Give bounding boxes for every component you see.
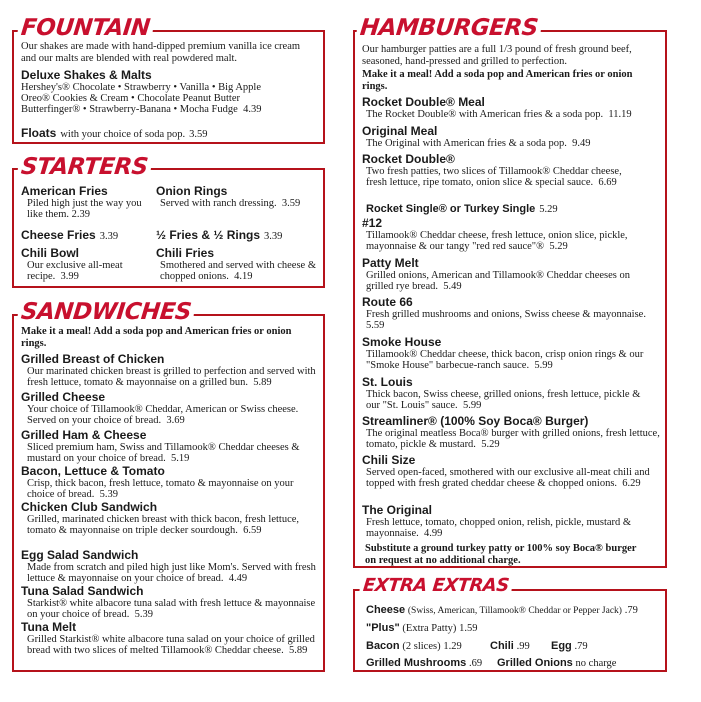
burger-price: 5.29 bbox=[539, 204, 558, 215]
starter-item bbox=[21, 246, 149, 282]
sandwich-desc: Grilled, marinated chicken breast with thick bacon, fresh lettuce, tomato & mayonnaise on triple decker sourdough. bbox=[27, 514, 300, 537]
burger-price: 5.99 bbox=[462, 400, 482, 412]
floats-price: 3.59 bbox=[189, 129, 208, 140]
starter-name: Chili Fries bbox=[156, 246, 215, 260]
burger-name: #12 bbox=[362, 216, 383, 230]
burger-name: Streamliner® (100% Soy Boca® Burger) bbox=[362, 414, 589, 428]
burger-desc: The Original with American fries & a soda pop. bbox=[366, 138, 567, 149]
extra-name: Bacon bbox=[366, 640, 400, 652]
extra-desc: (2 slices) bbox=[402, 641, 441, 652]
burger-item bbox=[362, 256, 652, 292]
starter-item bbox=[21, 226, 118, 244]
starter-desc: Our exclusive all-meat recipe. bbox=[27, 260, 123, 283]
sandwich-item bbox=[21, 390, 319, 426]
floats-name: Floats bbox=[21, 126, 57, 140]
sandwich-item bbox=[21, 464, 319, 500]
substitute-note: Substitute a ground turkey patty or 100% soy Boca® burger on request at no additional charge. bbox=[365, 543, 637, 566]
burger-desc: Two fresh patties, two slices of Tillamook® Cheddar cheese, fresh lettuce, ripe tomato, onion slice & special sauce. bbox=[366, 166, 622, 189]
burger-item bbox=[362, 375, 652, 411]
burger-name: Original Meal bbox=[362, 124, 438, 138]
shakes-desc-text: Hershey's® Chocolate • Strawberry • Vanilla • Big Apple Oreo® Cookies & Cream • Chocolate Peanut Butter Butterfinger® • Strawberry-Banana • Mocha Fudge bbox=[21, 82, 261, 116]
burger-name: Rocket Single® or Turkey Single bbox=[366, 203, 536, 215]
sandwich-price: 6.59 bbox=[243, 525, 262, 537]
burger-name: Rocket Double® bbox=[362, 152, 455, 166]
sandwich-name: Chicken Club Sandwich bbox=[21, 500, 158, 514]
burger-item bbox=[366, 199, 558, 217]
starter-item bbox=[21, 184, 151, 220]
starter-price: 3.39 bbox=[99, 231, 119, 242]
extra-name: Egg bbox=[551, 640, 572, 652]
shakes-item bbox=[21, 68, 317, 116]
burger-item bbox=[362, 335, 662, 371]
starter-name: Cheese Fries bbox=[21, 228, 96, 242]
burger-price: 5.29 bbox=[549, 241, 568, 253]
sandwich-name: Tuna Salad Sandwich bbox=[21, 584, 144, 598]
sandwich-price: 4.49 bbox=[228, 573, 248, 585]
starter-name: Chili Bowl bbox=[21, 246, 79, 260]
burger-price: 5.59 bbox=[366, 320, 385, 332]
burger-desc: The Rocket Double® with American fries & a soda pop. bbox=[366, 109, 604, 120]
burger-name: St. Louis bbox=[362, 375, 413, 389]
extra-mushrooms bbox=[366, 656, 482, 670]
burger-item bbox=[362, 152, 644, 188]
extra-price: 1.59 bbox=[459, 623, 478, 634]
starter-price: 3.99 bbox=[60, 271, 79, 283]
sandwiches-title: SANDWICHES bbox=[17, 301, 195, 324]
burger-price: 6.29 bbox=[622, 478, 641, 490]
sandwich-item bbox=[21, 500, 301, 536]
burger-item bbox=[362, 414, 662, 450]
shakes-name: Deluxe Shakes & Malts bbox=[21, 68, 152, 82]
extra-cheese bbox=[366, 603, 638, 617]
sandwich-price: 5.89 bbox=[288, 645, 308, 657]
burger-price: 6.69 bbox=[598, 177, 617, 189]
extra-price: .79 bbox=[624, 605, 638, 616]
sandwiches-intro: Make it a meal! Add a soda pop and American fries or onion rings. bbox=[21, 326, 292, 349]
sandwich-desc: Our marinated chicken breast is grilled to perfection and served with fresh lettuce, tomato & mayonnaise on a grilled bun. bbox=[27, 366, 316, 389]
extras-title: EXTRA EXTRAS bbox=[359, 577, 513, 595]
burger-price: 5.49 bbox=[443, 281, 462, 293]
sandwich-desc: Made from scratch and piled high just like Mom's. Served with fresh lettuce & mayonnaise on your choice of bread. bbox=[27, 562, 316, 585]
burger-name: Smoke House bbox=[362, 335, 442, 349]
sandwich-name: Grilled Cheese bbox=[21, 390, 106, 404]
sandwich-price: 5.89 bbox=[253, 377, 272, 389]
extra-price: 1.29 bbox=[443, 641, 462, 652]
burger-desc: Grilled onions, American and Tillamook® Cheddar cheeses on grilled rye bread. bbox=[366, 270, 631, 293]
extra-name: "Plus" bbox=[366, 622, 400, 634]
shakes-price: 4.39 bbox=[243, 104, 262, 116]
starter-desc: Smothered and served with cheese & chopped onions. bbox=[160, 260, 316, 283]
sandwich-price: 5.19 bbox=[171, 453, 190, 465]
sandwich-item bbox=[21, 548, 319, 584]
extra-name: Cheese bbox=[366, 604, 406, 616]
sandwich-name: Grilled Ham & Cheese bbox=[21, 428, 147, 442]
burger-desc: Thick bacon, Swiss cheese, grilled onions, fresh lettuce, pickle & our "St. Louis" sauce. bbox=[366, 389, 641, 412]
starter-item bbox=[156, 184, 321, 209]
starter-price: 4.19 bbox=[234, 271, 253, 283]
extra-price: .79 bbox=[574, 641, 588, 652]
starter-desc: Served with ranch dressing. bbox=[160, 198, 277, 209]
sandwich-desc: Starkist® white albacore tuna salad with fresh lettuce & mayonnaise on your choice of bread. bbox=[27, 598, 316, 621]
sandwich-name: Bacon, Lettuce & Tomato bbox=[21, 464, 165, 478]
sandwich-name: Tuna Melt bbox=[21, 620, 77, 634]
extra-plus bbox=[366, 621, 478, 635]
extra-price: no charge bbox=[575, 658, 617, 669]
sandwich-item bbox=[21, 428, 319, 464]
burger-desc: Served open-faced, smothered with our exclusive all-meat chili and topped with fresh grated cheddar cheese & chopped onions. bbox=[366, 467, 650, 490]
floats-item bbox=[21, 124, 208, 142]
shakes-desc bbox=[21, 82, 291, 116]
burger-desc: Fresh lettuce, tomato, chopped onion, relish, pickle, mustard & mayonnaise. bbox=[366, 517, 632, 540]
burger-desc: Tillamook® Cheddar cheese, thick bacon, crisp onion rings & our "Smoke House" barbecue-ranch sauce. bbox=[366, 349, 644, 372]
sandwich-price: 5.39 bbox=[99, 489, 118, 501]
burger-item bbox=[362, 295, 652, 331]
extra-name: Grilled Mushrooms bbox=[366, 657, 467, 669]
starter-price: 2.39 bbox=[71, 209, 90, 221]
extra-onions bbox=[497, 656, 616, 670]
starter-price: 3.39 bbox=[264, 231, 283, 242]
extra-name: Grilled Onions bbox=[497, 657, 573, 669]
starters-title: STARTERS bbox=[17, 156, 152, 179]
starter-name: American Fries bbox=[21, 184, 108, 198]
starter-item bbox=[156, 226, 282, 244]
sandwich-desc: Your choice of Tillamook® Cheddar, American or Swiss cheese. Served on your choice of bread. bbox=[27, 404, 299, 427]
fountain-title: FOUNTAIN bbox=[17, 17, 154, 40]
burger-item bbox=[362, 503, 644, 539]
sandwich-item bbox=[21, 352, 319, 388]
burger-item bbox=[362, 124, 662, 149]
extra-chili bbox=[490, 639, 530, 653]
burger-item bbox=[362, 453, 652, 489]
sandwich-desc: Crisp, thick bacon, fresh lettuce, tomato & mayonnaise on your choice of bread. bbox=[27, 478, 294, 501]
burger-price: 4.99 bbox=[424, 528, 443, 540]
starter-name: Onion Rings bbox=[156, 184, 228, 198]
sandwich-name: Grilled Breast of Chicken bbox=[21, 352, 165, 366]
sandwich-desc: Sliced premium ham, Swiss and Tillamook® Cheddar cheeses & mustard on your choice of bread. bbox=[27, 442, 300, 465]
floats-desc: with your choice of soda pop. bbox=[60, 129, 186, 140]
sandwich-name: Egg Salad Sandwich bbox=[21, 548, 139, 562]
burger-price: 5.29 bbox=[481, 439, 500, 451]
burger-name: The Original bbox=[362, 503, 433, 517]
burger-price: 5.99 bbox=[534, 360, 553, 372]
extra-price: .99 bbox=[516, 641, 530, 652]
burger-name: Rocket Double® Meal bbox=[362, 95, 485, 109]
sandwich-price: 5.39 bbox=[134, 609, 153, 621]
hamburgers-title: HAMBURGERS bbox=[356, 17, 542, 40]
starter-price: 3.59 bbox=[281, 198, 301, 209]
burger-price: 11.19 bbox=[608, 109, 632, 120]
extra-desc: (Extra Patty) bbox=[402, 623, 457, 634]
extra-egg bbox=[551, 639, 588, 653]
burger-item bbox=[362, 95, 662, 120]
hamburgers-meal-note: Make it a meal! Add a soda pop and American fries or onion rings. bbox=[362, 69, 633, 92]
sandwich-item bbox=[21, 584, 319, 620]
extra-name: Chili bbox=[490, 640, 514, 652]
burger-name: Patty Melt bbox=[362, 256, 419, 270]
burger-desc: The original meatless Boca® burger with grilled onions, fresh lettuce, tomato, pickle & mustard. bbox=[366, 428, 660, 451]
extra-desc: (Swiss, American, Tillamook® Cheddar or Pepper Jack) bbox=[407, 606, 622, 616]
hamburgers-intro: Our hamburger patties are a full 1/3 pound of fresh ground beef, seasoned, hand-pressed and grilled to perfection. bbox=[362, 44, 632, 67]
burger-name: Route 66 bbox=[362, 295, 413, 309]
burger-price: 9.49 bbox=[572, 138, 591, 149]
starter-item bbox=[156, 246, 321, 282]
burger-item bbox=[362, 216, 662, 252]
burger-desc: Tillamook® Cheddar cheese, fresh lettuce, onion slice, pickle, mayonnaise & our tangy "red red sauce"® bbox=[366, 230, 628, 253]
burger-name: Chili Size bbox=[362, 453, 416, 467]
starter-desc: Piled high just the way you like them. bbox=[27, 198, 142, 221]
sandwich-price: 3.69 bbox=[166, 415, 185, 427]
starter-name: ½ Fries & ½ Rings bbox=[156, 228, 261, 242]
sandwich-desc: Grilled Starkist® white albacore tuna salad on your choice of grilled bread with two slices of melted Tillamook® Cheddar cheese. bbox=[27, 634, 315, 657]
fountain-intro: Our shakes are made with hand-dipped premium vanilla ice cream and our malts are blended with real powdered malt. bbox=[21, 41, 301, 64]
burger-desc: Fresh grilled mushrooms and onions, Swiss cheese & mayonnaise. bbox=[366, 309, 646, 320]
extra-price: .69 bbox=[469, 658, 483, 669]
sandwich-item bbox=[21, 620, 319, 656]
extra-bacon bbox=[366, 639, 462, 653]
